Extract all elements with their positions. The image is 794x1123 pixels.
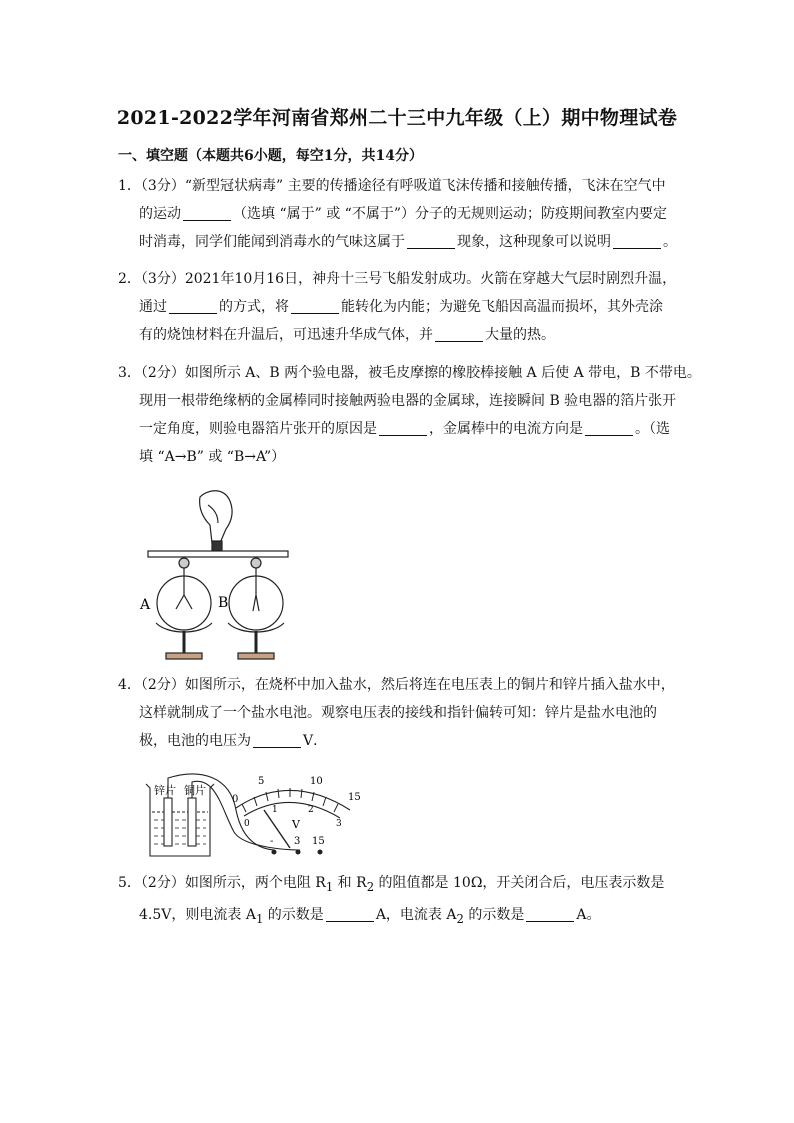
answer-blank[interactable] — [435, 325, 483, 342]
foil-b — [253, 595, 259, 611]
scale-bottom-0: 0 — [244, 819, 250, 829]
insulated-handle — [212, 541, 222, 551]
meter-needle — [264, 810, 290, 848]
answer-blank[interactable] — [585, 419, 633, 436]
answer-blank[interactable] — [253, 731, 301, 748]
q1-line-1: 1．（3分）“新型冠状病毒” 主要的传播途径有呼吸道飞沫传播和接触传播，飞沫在空气中 — [118, 178, 666, 194]
q4-line-2: 这样就制成了一个盐水电池。观察电压表的接线和指针偏转可知：锌片是盐水电池的 — [139, 705, 657, 721]
metal-rod — [148, 551, 288, 557]
foil-a — [176, 595, 192, 609]
question-5 — [118, 869, 688, 933]
q5-line-2: 4.5V，则电流表 $A_1$ 的示数是 A，电流表 $A_2$ 的示数是 A。 — [139, 906, 601, 926]
q3-line-3: 一定角度，则验电器箔片张开的原因是 ，金属棒中的电流方向是 。（选 — [139, 421, 670, 437]
page-title: 2021-2022学年河南省郑州二十三中九年级（上）期中物理试卷 — [116, 107, 678, 129]
hand-icon — [200, 491, 232, 543]
q5-line-1: 5．（2分）如图所示，两个电阻 $R_1$ 和 $R_2$ 的阻值都是 10Ω，开关闭合后，电压表示数是 — [118, 875, 665, 894]
question-3 — [118, 359, 701, 471]
q3-line-1: 3．（2分）如图所示 A、B 两个验电器，被毛皮摩擦的橡胶棒接触 A 后使 A 带电，B 不带电。 — [118, 365, 701, 381]
saltwater-battery-figure — [140, 770, 380, 865]
answer-blank[interactable] — [526, 905, 574, 922]
scale-bottom-2: 2 — [308, 805, 314, 815]
question-1 — [118, 172, 688, 256]
answer-blank[interactable] — [183, 204, 231, 221]
scale-bottom-3: 3 — [336, 819, 342, 829]
q2-line-1: 2．（3分）2021年10月16日，神舟十三号飞船发射成功。火箭在穿越大气层时剧烈升温， — [118, 271, 677, 287]
meter-scale — [236, 790, 350, 810]
terminal-label-3: 3 — [294, 836, 301, 847]
q1-line-3: 时消毒，同学们能闻到消毒水的气味这属于 现象，这种现象可以说明 。 — [139, 234, 677, 250]
scale-top-5: 5 — [258, 776, 265, 787]
scale-top-0: 0 — [232, 794, 239, 805]
zinc-label: 锌片 — [154, 784, 176, 797]
zinc-plate — [164, 798, 172, 846]
metal-ball-b — [251, 558, 261, 568]
section-heading: 一、填空题（本题共6小题，每空1分，共14分） — [118, 148, 423, 164]
unit-label: V — [292, 818, 300, 831]
label-b: B — [218, 595, 229, 611]
scale-top-10: 10 — [310, 776, 323, 787]
answer-blank[interactable] — [379, 419, 427, 436]
copper-label: 铜片 — [184, 784, 206, 797]
answer-blank[interactable] — [613, 232, 661, 249]
scale-top-15: 15 — [348, 792, 361, 803]
terminal-3 — [296, 850, 300, 854]
answer-blank[interactable] — [326, 905, 374, 922]
answer-blank[interactable] — [291, 297, 339, 314]
answer-blank[interactable] — [407, 232, 455, 249]
stand-a — [166, 653, 202, 659]
q1-line-2: 的运动 （选填 “属于” 或 “不属于”）分子的无规则运动；防疫期间教室内要定 — [139, 206, 667, 222]
label-a: A — [140, 597, 151, 613]
answer-blank[interactable] — [169, 297, 217, 314]
terminal-neg — [272, 850, 276, 854]
terminal-15 — [318, 850, 322, 854]
question-4 — [118, 671, 688, 755]
q2-line-3: 有的烧蚀材料在升温后，可迅速升华成气体，并 大量的热。 — [139, 327, 555, 343]
question-2 — [118, 265, 688, 349]
q3-line-4: 填 “A→B” 或 “B→A”） — [139, 449, 286, 465]
electroscope-figure — [138, 485, 298, 665]
scale-bottom-1: 1 — [272, 805, 278, 815]
stand-b — [238, 653, 274, 659]
q2-line-2: 通过 的方式，将 能转化为内能；为避免飞船因高温而损坏，其外壳涂 — [139, 299, 663, 315]
metal-ball-a — [179, 558, 189, 568]
copper-plate — [188, 798, 196, 846]
q3-line-2: 现用一根带绝缘柄的金属棒同时接触两验电器的金属球，连接瞬间 B 验电器的箔片张开 — [139, 393, 677, 409]
q4-line-1: 4．（2分）如图所示，在烧杯中加入盐水，然后将连在电压表上的铜片和锌片插入盐水中， — [118, 677, 675, 693]
terminal-label-neg: - — [270, 836, 274, 847]
terminal-label-15: 15 — [312, 836, 325, 847]
q4-line-3: 极，电池的电压为 V． — [139, 733, 328, 749]
